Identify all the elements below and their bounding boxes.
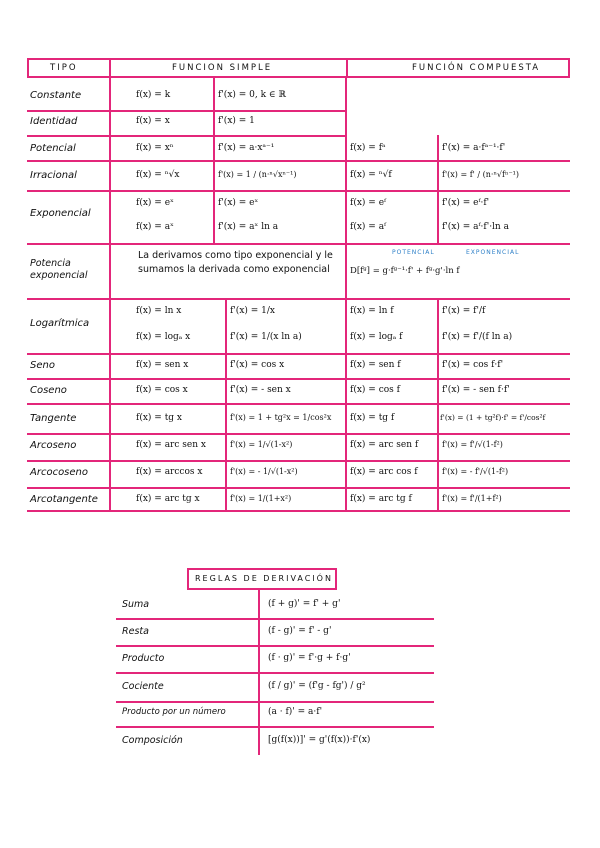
log-compuesta-f1: f(x) = ln f xyxy=(350,306,394,316)
exponencial-simple-df1: f'(x) = eˣ xyxy=(218,198,259,208)
constante-simple-df: f'(x) = 0, k ∈ ℝ xyxy=(218,90,286,100)
arcotangente-compuesta-df: f'(x) = f'/(1+f²) xyxy=(442,494,502,503)
rule-resta-formula: (f - g)' = f' - g' xyxy=(268,626,332,636)
rules-rule-3 xyxy=(116,672,434,674)
exponencial-simple-f1: f(x) = eˣ xyxy=(136,198,174,208)
rule-composicion-label: Composición xyxy=(122,735,183,746)
rule-h-2 xyxy=(27,135,345,137)
rule-cociente-formula: (f / g)' = (f'g - fg') / g² xyxy=(268,681,366,691)
arcocoseno-compuesta-f: f(x) = arc cos f xyxy=(350,467,418,477)
arcoseno-simple-df: f'(x) = 1/√(1-x²) xyxy=(230,440,293,449)
rule-v-col2a xyxy=(213,78,215,243)
rule-producto-formula: (f · g)' = f'·g + f·g' xyxy=(268,653,351,663)
rules-rule-2 xyxy=(116,645,434,647)
exponencial-simple-df2: f'(x) = aˣ ln a xyxy=(218,222,279,232)
label-arcotangente: Arcotangente xyxy=(30,494,98,505)
header-tipo: TIPO xyxy=(50,63,78,73)
rules-title: REGLAS DE DERIVACIÓN xyxy=(195,574,333,583)
exponencial-compuesta-df2: f'(x) = aᶠ·f'·ln a xyxy=(442,222,509,232)
rule-h-13 xyxy=(27,510,570,512)
rule-suma-formula: (f + g)' = f' + g' xyxy=(268,599,341,609)
identidad-simple-df: f'(x) = 1 xyxy=(218,116,255,126)
label-tangente: Tangente xyxy=(30,413,77,424)
constante-simple-f: f(x) = k xyxy=(136,90,171,100)
rules-rule-5 xyxy=(116,726,434,728)
coseno-compuesta-f: f(x) = cos f xyxy=(350,385,400,395)
arcoseno-compuesta-f: f(x) = arc sen f xyxy=(350,440,419,450)
arcotangente-compuesta-f: f(x) = arc tg f xyxy=(350,494,412,504)
rule-v-col4b xyxy=(437,298,439,510)
label-arcoseno: Arcoseno xyxy=(30,440,77,451)
irracional-compuesta-df: f'(x) = f' / (n·ⁿ√fⁿ⁻¹) xyxy=(442,170,519,179)
arcotangente-simple-df: f'(x) = 1/(1+x²) xyxy=(230,494,292,503)
label-logaritmica: Logarítmica xyxy=(30,318,90,329)
rule-v-col3 xyxy=(345,78,347,510)
arcocoseno-simple-df: f'(x) = - 1/√(1-x²) xyxy=(230,467,298,476)
rule-resta-label: Resta xyxy=(122,626,149,637)
label-seno: Seno xyxy=(30,360,55,371)
seno-simple-df: f'(x) = cos x xyxy=(230,360,285,370)
log-compuesta-df1: f'(x) = f'/f xyxy=(442,306,486,316)
potencia-exponencial-note: La derivamos como tipo exponencial y le sumamos la derivada como exponencial xyxy=(138,250,333,275)
rule-h-1 xyxy=(27,110,345,112)
potencial-compuesta-f: f(x) = fᵃ xyxy=(350,143,386,153)
identidad-simple-f: f(x) = x xyxy=(136,116,170,126)
arcoseno-simple-f: f(x) = arc sen x xyxy=(136,440,206,450)
log-simple-f2: f(x) = logₐ x xyxy=(136,332,191,342)
irracional-simple-df: f'(x) = 1 / (n·ⁿ√xⁿ⁻¹) xyxy=(218,170,297,179)
seno-compuesta-df: f'(x) = cos f·f' xyxy=(442,360,504,370)
potencial-compuesta-df: f'(x) = a·fᵃ⁻¹·f' xyxy=(442,143,506,153)
irracional-simple-f: f(x) = ⁿ√x xyxy=(136,170,180,180)
rule-cociente-label: Cociente xyxy=(122,681,164,692)
rule-producto-label: Producto xyxy=(122,653,165,664)
coseno-simple-df: f'(x) = - sen x xyxy=(230,385,291,395)
header-compuesta: FUNCIÓN COMPUESTA xyxy=(412,63,541,73)
potencial-simple-f: f(x) = xⁿ xyxy=(136,143,174,153)
tangente-compuesta-f: f(x) = tg f xyxy=(350,413,395,423)
exponencial-tag: EXPONENCIAL xyxy=(466,249,520,256)
rule-composicion-formula: [g(f(x))]' = g'(f(x))·f'(x) xyxy=(268,735,371,745)
log-compuesta-df2: f'(x) = f'/(f ln a) xyxy=(442,332,513,342)
rule-v-col1 xyxy=(109,78,111,510)
rule-v-col2b xyxy=(225,298,227,510)
rule-v-col4a xyxy=(437,135,439,243)
coseno-compuesta-df: f'(x) = - sen f·f' xyxy=(442,385,510,395)
rules-rule-4 xyxy=(116,701,434,703)
coseno-simple-f: f(x) = cos x xyxy=(136,385,188,395)
log-simple-df2: f'(x) = 1/(x ln a) xyxy=(230,332,302,342)
exponencial-compuesta-df1: f'(x) = eᶠ·f' xyxy=(442,198,490,208)
rule-suma-label: Suma xyxy=(122,599,150,610)
arcocoseno-simple-f: f(x) = arccos x xyxy=(136,467,203,477)
log-compuesta-f2: f(x) = logₐ f xyxy=(350,332,403,342)
label-potencia-exponencial: Potencia exponencial xyxy=(30,258,88,281)
label-exponencial: Exponencial xyxy=(30,208,91,219)
log-simple-f1: f(x) = ln x xyxy=(136,306,182,316)
exponencial-compuesta-f1: f(x) = eᶠ xyxy=(350,198,387,208)
seno-simple-f: f(x) = sen x xyxy=(136,360,189,370)
seno-compuesta-f: f(x) = sen f xyxy=(350,360,401,370)
label-coseno: Coseno xyxy=(30,385,67,396)
rules-rule-1 xyxy=(116,618,434,620)
label-identidad: Identidad xyxy=(30,116,78,127)
potencial-tag: POTENCIAL xyxy=(392,249,435,256)
label-arcocoseno: Arcocoseno xyxy=(30,467,89,478)
tangente-simple-df: f'(x) = 1 + tg²x = 1/cos²x xyxy=(230,413,332,422)
irracional-compuesta-f: f(x) = ⁿ√f xyxy=(350,170,392,180)
arcocoseno-compuesta-df: f'(x) = - f'/√(1-f²) xyxy=(442,467,509,476)
log-simple-df1: f'(x) = 1/x xyxy=(230,306,275,316)
potencial-simple-df: f'(x) = a·xᵃ⁻¹ xyxy=(218,143,275,153)
tangente-compuesta-df: f'(x) = (1 + tg²f)·f' = f'/cos²f xyxy=(440,413,546,422)
rule-producto-numero-formula: (a · f)' = a·f' xyxy=(268,707,323,717)
exponencial-simple-f2: f(x) = aˣ xyxy=(136,222,174,232)
header-simple: FUNCION SIMPLE xyxy=(172,63,273,73)
label-potencial: Potencial xyxy=(30,143,76,154)
rule-producto-numero-label: Producto por un número xyxy=(122,707,226,717)
potencia-exponencial-formula: D[fᵍ] = g·fᵍ⁻¹·f' + fᵍ·g'·ln f xyxy=(350,266,460,276)
label-irracional: Irracional xyxy=(30,170,77,181)
arcoseno-compuesta-df: f'(x) = f'/√(1-f²) xyxy=(442,440,503,449)
exponencial-compuesta-f2: f(x) = aᶠ xyxy=(350,222,387,232)
tangente-simple-f: f(x) = tg x xyxy=(136,413,183,423)
label-constante: Constante xyxy=(30,90,82,101)
arcotangente-simple-f: f(x) = arc tg x xyxy=(136,494,200,504)
